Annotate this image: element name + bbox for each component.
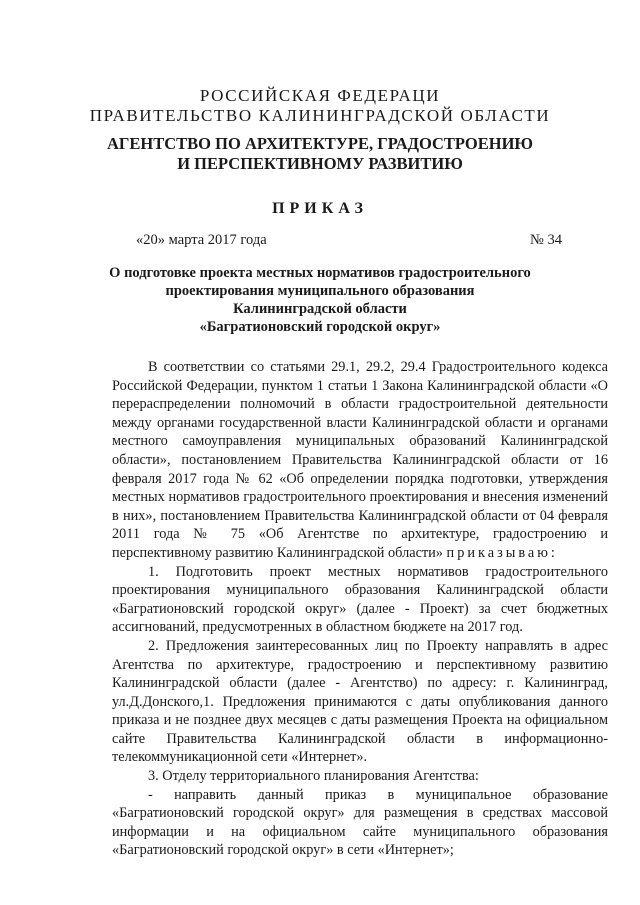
preamble-text: В соответствии со статьями 29.1, 29.2, 29.4 Градостроительного кодекса Российской Федерации, пунктом 1 статьи 1 Закона Калининградской области «О перераспределении полномочий в области градостроительной деятельности между органами государственной власти Калининградской области и органами местного самоуправления муниципальных образований Калининградской области», постановлением Правительства Калининградской области от 16 февраля 2017 года № 62 «Об определении порядка подготовки, утверждения местных нормативов градостроительного проектирования и внесения изменений в них», постановлением Правительства Калининградской области от 04 февраля 2011 года № 75 «Об Агентстве по архитектуре, градостроению и перспективному развитию Калининградской области» (112, 359, 608, 561)
subject-line1: О подготовке проекта местных нормативов градостроительного (109, 265, 531, 281)
item-2-paragraph: 2. Предложения заинтересованных лиц по Проекту направлять в адрес Агентства по архитектуре, градостроению и перспективному развитию Калининградской области (далее - Агентство) по адресу: г. Калининград, ул.Д.Донского,1. Предложения принимаются с даты опубликования данного приказа и не позднее двух месяцев с даты размещения Проекта на официальном сайте Правительства Калининградской области в информационно-телекоммуникационной сети «Интернет». (112, 637, 608, 766)
subject-line4: «Багратионовский городской округ» (199, 319, 441, 335)
subject-line2: проектирования муниципального образования (165, 283, 475, 299)
preamble-paragraph (112, 358, 608, 563)
header-government: ПРАВИТЕЛЬСТВО КАЛИНИНГРАДСКОЙ ОБЛАСТИ (89, 106, 551, 125)
document-body (112, 358, 608, 860)
agency-name-line2: И ПЕРСПЕКТИВНОМУ РАЗВИТИЮ (177, 154, 463, 173)
header-country: РОССИЙСКАЯ ФЕДЕРАЦИ (199, 86, 441, 105)
subject-line3: Калининградской области (233, 301, 407, 317)
item-1-paragraph: 1. Подготовить проект местных нормативов градостроительного проектирования муниципального образования Калининградской области «Багратионовский городской округ» (далее - Проект) за счет бюджетных ассигнований, предусмотренных в областном бюджете на 2017 год. (112, 563, 608, 636)
agency-name-line1: АГЕНТСТВО ПО АРХИТЕКТУРЕ, ГРАДОСТРОЕНИЮ (107, 134, 533, 153)
item-3-paragraph: 3. Отделу территориального планирования Агентства: (148, 768, 479, 785)
order-date: «20» марта 2017 года (136, 232, 267, 248)
order-number: № 34 (530, 232, 562, 248)
item-3-subitem: - направить данный приказ в муниципальное образование «Багратионовский городской округ» для размещения в средствах массовой информации и на официальном сайте муниципального образования «Багратионовский городской округ» в сети «Интернет»; (112, 786, 608, 859)
order-title: ПРИКАЗ (272, 200, 368, 217)
order-word: приказываю: (446, 544, 558, 561)
